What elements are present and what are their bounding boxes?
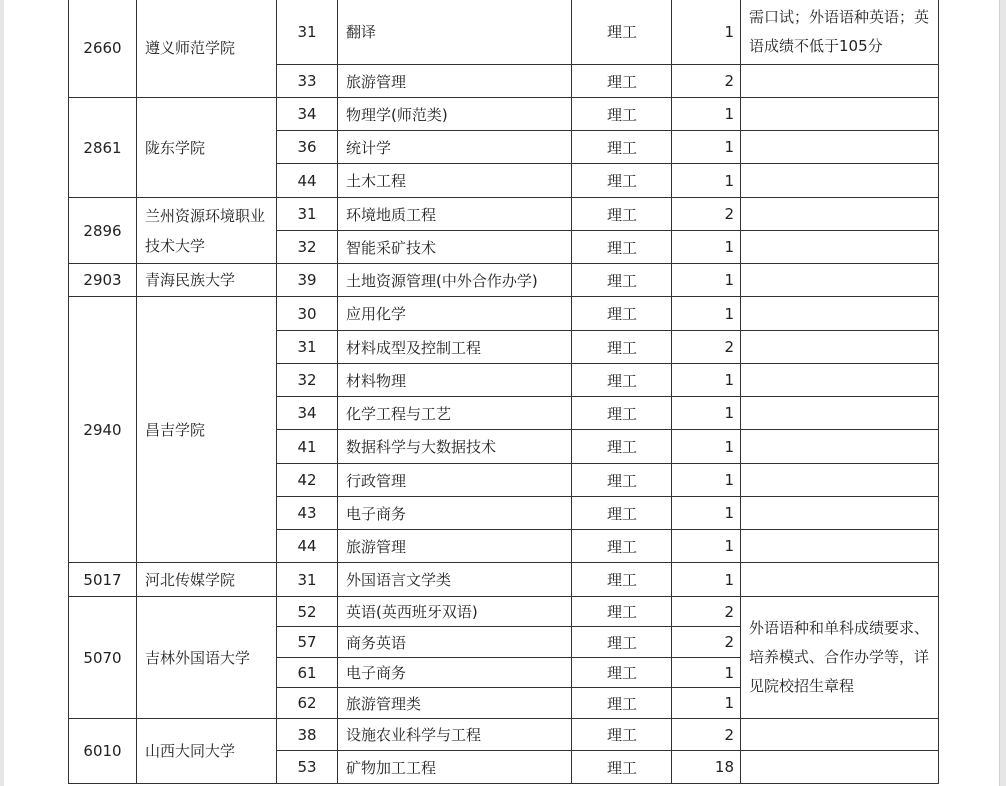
plan-count: 1 [672,430,741,464]
school-code: 6010 [69,719,137,784]
plan-count: 2 [672,65,741,98]
remarks [741,65,939,98]
school-name: 河北传媒学院 [137,563,277,597]
major-name: 英语(英西班牙双语) [338,597,572,627]
remarks [741,164,939,198]
major-name: 统计学 [338,131,572,164]
subject-category: 理工 [572,397,672,430]
subject-category: 理工 [572,658,672,688]
major-name: 数据科学与大数据技术 [338,430,572,464]
table-row [69,719,939,751]
plan-count: 2 [672,331,741,364]
plan-count: 2 [672,627,741,658]
remarks [741,264,939,297]
plan-count: 1 [672,0,741,65]
school-code: 2903 [69,264,137,297]
subject-category: 理工 [572,430,672,464]
table-row [69,198,939,231]
major-code: 34 [277,397,338,430]
major-name: 矿物加工工程 [338,751,572,784]
major-code: 44 [277,530,338,563]
table-row [69,563,939,597]
table-row [69,0,939,65]
plan-count: 1 [672,497,741,530]
major-code: 61 [277,658,338,688]
major-code: 32 [277,231,338,264]
remarks [741,430,939,464]
subject-category: 理工 [572,597,672,627]
school-code: 2896 [69,198,137,264]
major-code: 31 [277,0,338,65]
remarks [741,231,939,264]
major-name: 商务英语 [338,627,572,658]
major-code: 52 [277,597,338,627]
subject-category: 理工 [572,563,672,597]
major-code: 32 [277,364,338,397]
subject-category: 理工 [572,164,672,198]
major-code: 41 [277,430,338,464]
plan-count: 18 [672,751,741,784]
school-code: 2940 [69,297,137,563]
plan-count: 1 [672,131,741,164]
remarks [741,751,939,784]
major-name: 物理学(师范类) [338,98,572,131]
plan-count: 1 [672,688,741,719]
table-row [69,98,939,131]
remarks: 需口试；外语语种英语；英语成绩不低于105分 [741,0,939,65]
plan-count: 1 [672,164,741,198]
remarks [741,331,939,364]
subject-category: 理工 [572,688,672,719]
major-code: 34 [277,98,338,131]
subject-category: 理工 [572,719,672,751]
left-page-edge [0,0,4,786]
major-name: 旅游管理 [338,65,572,98]
school-code: 5017 [69,563,137,597]
remarks: 外语语种和单科成绩要求、培养模式、合作办学等，详见院校招生章程 [741,597,939,719]
remarks [741,98,939,131]
subject-category: 理工 [572,364,672,397]
table-row [69,297,939,331]
major-code: 62 [277,688,338,719]
subject-category: 理工 [572,530,672,563]
plan-count: 1 [672,364,741,397]
remarks [741,563,939,597]
major-code: 53 [277,751,338,784]
school-name: 遵义师范学院 [137,0,277,98]
subject-category: 理工 [572,65,672,98]
enrollment-plan-table [68,0,939,784]
subject-category: 理工 [572,751,672,784]
school-name: 青海民族大学 [137,264,277,297]
school-code: 2861 [69,98,137,198]
major-code: 57 [277,627,338,658]
major-name: 旅游管理 [338,530,572,563]
major-code: 30 [277,297,338,331]
remarks [741,198,939,231]
subject-category: 理工 [572,627,672,658]
major-code: 33 [277,65,338,98]
plan-count: 2 [672,198,741,231]
major-name: 智能采矿技术 [338,231,572,264]
right-scrollbar-track[interactable] [999,0,1006,786]
plan-count: 2 [672,597,741,627]
major-code: 31 [277,198,338,231]
major-code: 38 [277,719,338,751]
school-name: 山西大同大学 [137,719,277,784]
remarks [741,131,939,164]
subject-category: 理工 [572,0,672,65]
major-name: 环境地质工程 [338,198,572,231]
plan-count: 1 [672,530,741,563]
major-name: 翻译 [338,0,572,65]
subject-category: 理工 [572,464,672,497]
plan-count: 1 [672,297,741,331]
major-name: 行政管理 [338,464,572,497]
school-code: 2660 [69,0,137,98]
table-row [69,597,939,627]
major-name: 应用化学 [338,297,572,331]
subject-category: 理工 [572,131,672,164]
major-code: 31 [277,563,338,597]
remarks [741,364,939,397]
major-name: 材料成型及控制工程 [338,331,572,364]
major-name: 电子商务 [338,658,572,688]
subject-category: 理工 [572,297,672,331]
major-name: 土木工程 [338,164,572,198]
subject-category: 理工 [572,497,672,530]
major-code: 43 [277,497,338,530]
major-name: 外国语言文学类 [338,563,572,597]
subject-category: 理工 [572,264,672,297]
major-name: 旅游管理类 [338,688,572,719]
plan-count: 1 [672,658,741,688]
major-name: 材料物理 [338,364,572,397]
school-code: 5070 [69,597,137,719]
major-code: 44 [277,164,338,198]
major-code: 39 [277,264,338,297]
subject-category: 理工 [572,98,672,131]
table-body [69,0,939,784]
school-name: 兰州资源环境职业技术大学 [137,198,277,264]
school-name: 吉林外国语大学 [137,597,277,719]
remarks [741,530,939,563]
school-name: 昌吉学院 [137,297,277,563]
major-name: 土地资源管理(中外合作办学) [338,264,572,297]
plan-count: 1 [672,264,741,297]
remarks [741,719,939,751]
school-name: 陇东学院 [137,98,277,198]
remarks [741,297,939,331]
major-code: 36 [277,131,338,164]
major-name: 设施农业科学与工程 [338,719,572,751]
major-code: 31 [277,331,338,364]
remarks [741,497,939,530]
plan-count: 1 [672,231,741,264]
plan-count: 1 [672,464,741,497]
remarks [741,397,939,430]
subject-category: 理工 [572,231,672,264]
subject-category: 理工 [572,331,672,364]
major-code: 42 [277,464,338,497]
remarks [741,464,939,497]
plan-count: 1 [672,563,741,597]
plan-count: 2 [672,719,741,751]
subject-category: 理工 [572,198,672,231]
plan-count: 1 [672,98,741,131]
plan-count: 1 [672,397,741,430]
major-name: 化学工程与工艺 [338,397,572,430]
major-name: 电子商务 [338,497,572,530]
table-row [69,264,939,297]
